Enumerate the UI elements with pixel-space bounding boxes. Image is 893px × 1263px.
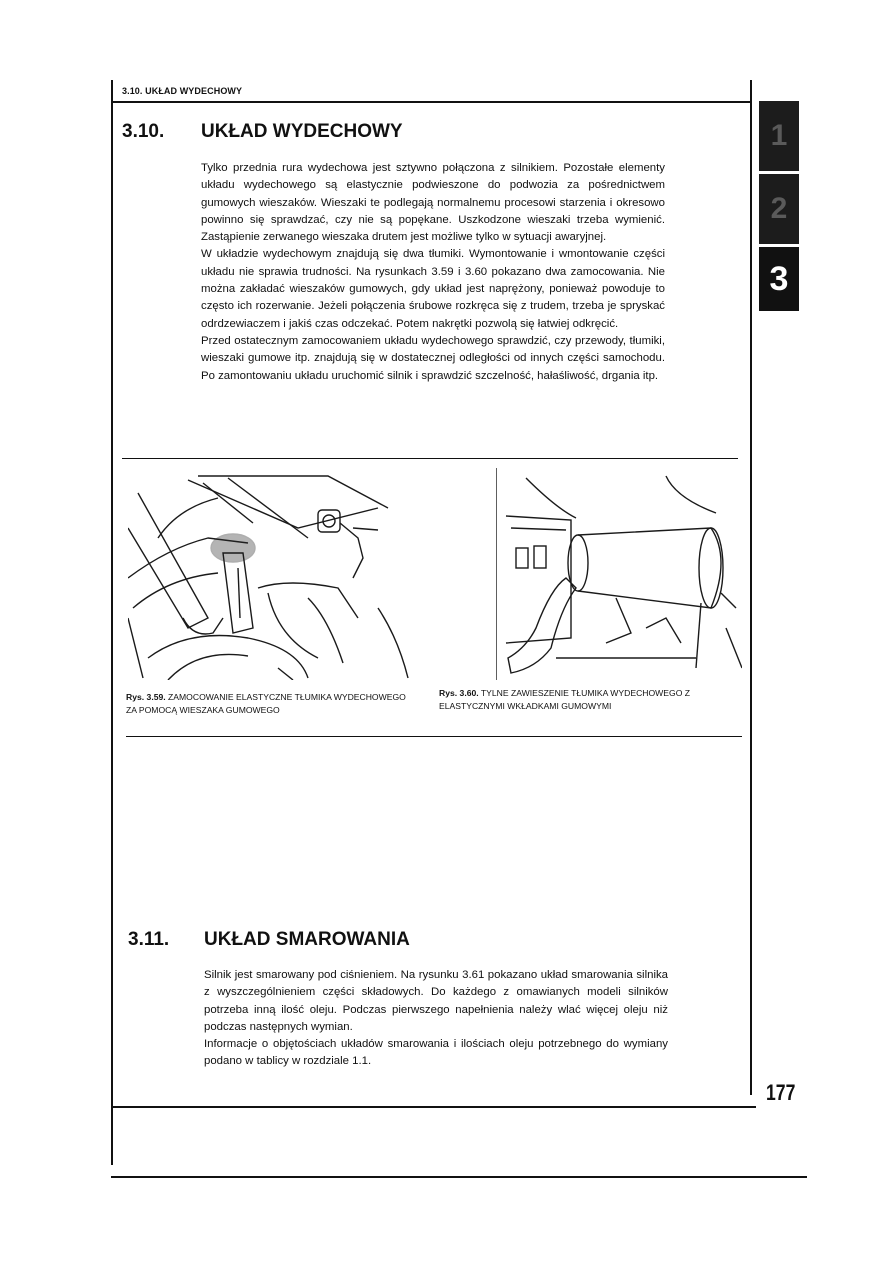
section-title: UKŁAD SMAROWANIA — [204, 929, 410, 950]
section-body — [201, 160, 665, 385]
section-body — [204, 967, 668, 1071]
chapter-tab-3: 3 — [759, 247, 799, 311]
figure-caption-text: ZAMOCOWANIE ELASTYCZNE TŁUMIKA WYDECHOWEGO ZA POMOCĄ WIESZAKA GUMOWEGO — [126, 692, 406, 715]
section-number: 3.11. — [128, 929, 170, 950]
figure-top-rule — [122, 458, 738, 459]
paragraph: Tylko przednia rura wydechowa jest sztywno połączona z silnikiem. Pozostałe elementy układu wydechowego są elastycznie podwieszone do podwozia za pośrednictwem gumowych wieszaków. Wieszaki te podlegają normalnemu procesowi starzenia i okresowo powinno się sprawdzać, czy nie są popękane. Uszkodzone wieszaki trzeba wymienić. Zastąpienie zerwanego wieszaka drutem jest możliwe tylko w sytuacji awaryjnej. — [201, 162, 665, 244]
chapter-tab-2: 2 — [759, 174, 799, 244]
figure-bottom-rule — [126, 736, 742, 737]
figure-3-60-illustration — [496, 468, 742, 680]
paragraph: Silnik jest smarowany pod ciśnieniem. Na rysunku 3.61 pokazano układ smarowania silnika z wyszczególnieniem części składowych. Do każdego z omawianych modeli silników potrzeba inną ilość oleju. Podczas pierwszego napełnienia należy wlać więcej oleju niż podczas następnych wymian. — [204, 969, 668, 1033]
chapter-tab-1: 1 — [759, 101, 799, 171]
right-margin-line — [750, 80, 752, 1095]
figure-label: Rys. 3.59. — [126, 692, 166, 702]
figure-label: Rys. 3.60. — [439, 688, 479, 698]
figure-caption-3-60 — [439, 687, 739, 713]
section-title: UKŁAD WYDECHOWY — [201, 121, 403, 142]
left-margin-line — [111, 80, 113, 1165]
header-rule — [111, 101, 752, 103]
figure-caption-text: TYLNE ZAWIESZENIE TŁUMIKA WYDECHOWEGO Z ELASTYCZNYMI WKŁADKAMI GUMOWYMI — [439, 688, 691, 711]
paragraph: W układzie wydechowym znajdują się dwa tłumiki. Wymontowanie i wmontowanie części układu nie sprawia trudności. Na rysunkach 3.59 i 3.60 pokazano dwa zamocowania. Nie można zakładać wieszaków gumowych, gdy układ jest naprężony, ponieważ powoduje to często ich rozerwanie. Jeżeli połączenia śrubowe rozkręca się z trudem, trzeba je spryskać odrdzewiaczem i jakiś czas odczekać. Potem nakrętki pozwolą się łatwiej odkręcić. — [201, 248, 665, 330]
running-header: 3.10. UKŁAD WYDECHOWY — [122, 86, 243, 96]
page-number: 177 — [766, 1080, 796, 1105]
footer-rule — [111, 1106, 756, 1108]
figure-3-59-illustration — [128, 468, 418, 680]
page-bottom-rule — [111, 1176, 807, 1178]
paragraph: Informacje o objętościach układów smarowania i ilościach oleju potrzebnego do wymiany podano w tablicy w rozdziale 1.1. — [204, 1038, 668, 1068]
paragraph: Przed ostatecznym zamocowaniem układu wydechowego sprawdzić, czy przewody, tłumiki, wieszaki gumowe itp. znajdują się w dostatecznej odległości od innych części samochodu. Po zamontowaniu układu uruchomić silnik i sprawdzić szczelność, hałaśliwość, drgania itp. — [201, 334, 665, 382]
section-number: 3.10. — [122, 121, 165, 142]
figure-caption-3-59 — [126, 691, 416, 717]
